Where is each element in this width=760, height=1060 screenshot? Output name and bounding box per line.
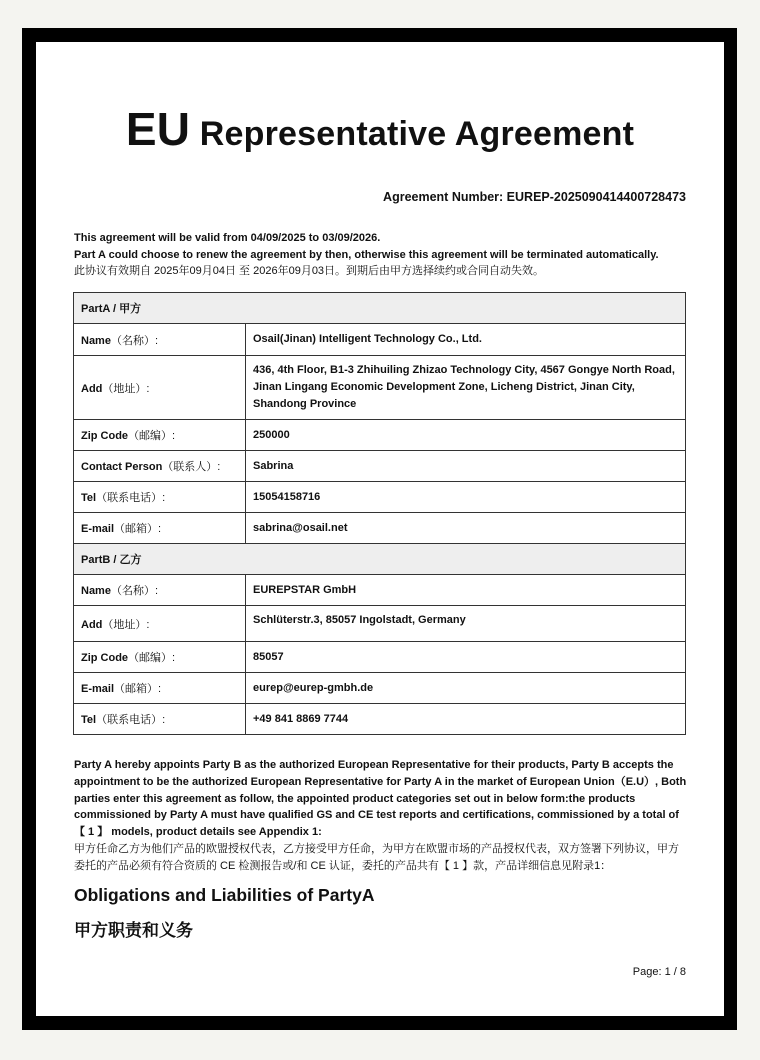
table-row — [74, 606, 686, 642]
table-row — [74, 451, 686, 482]
party-a-zip: 250000 — [246, 420, 686, 451]
table-row — [74, 324, 686, 356]
table-row — [74, 513, 686, 544]
section-heading-en: Obligations and Liabilities of PartyA — [74, 885, 375, 905]
party-b-zip: 85057 — [246, 642, 686, 673]
validity-block — [74, 230, 694, 280]
field-label: E-mail（邮箱）: — [74, 513, 246, 544]
party-a-tel: 15054158716 — [246, 482, 686, 513]
field-label: Tel（联系电话）: — [74, 482, 246, 513]
party-b-header: PartB / 乙方 — [74, 544, 686, 575]
appointment-text-cn: 甲方任命乙方为他们产品的欧盟授权代表，乙方接受甲方任命，为甲方在欧盟市场的产品授权代表，双方签署下列协议，甲方委托的产品必须有符合资质的 CE 检测报告或/和 CE 认证，委托的产品共有【 1 】款，产品详细信息见附录1： — [74, 842, 679, 872]
table-row — [74, 642, 686, 673]
party-a-address: 436, 4th Floor, B1-3 Zhihuiling Zhizao Technology City, 4567 Gongye North Road, Jinan Lingang Economic Development Zone, Licheng District, Jinan City, Shandong Province — [246, 356, 686, 420]
party-a-email: sabrina@osail.net — [246, 513, 686, 544]
table-row — [74, 482, 686, 513]
renewal-line-en: Part A could choose to renew the agreement by then, otherwise this agreement will be terminated automatically. — [74, 248, 659, 261]
table-row — [74, 575, 686, 606]
party-a-header: PartA / 甲方 — [74, 293, 686, 324]
field-label: Name（名称）: — [74, 575, 246, 606]
field-label: E-mail（邮箱）: — [74, 673, 246, 704]
field-label: Zip Code（邮编）: — [74, 642, 246, 673]
title-rest: Representative Agreement — [199, 115, 635, 153]
field-label: Name（名称）: — [74, 324, 246, 356]
table-row — [74, 704, 686, 735]
party-a-name: Osail(Jinan) Intelligent Technology Co., Ltd. — [246, 324, 686, 356]
validity-line-cn: 此协议有效期自 2025年09月04日 至 2026年09月03日。到期后由甲方选择续约或合同自动失效。 — [74, 265, 545, 277]
page-number: Page: 1 / 8 — [632, 966, 686, 978]
appointment-text-en: Party A hereby appoints Party B as the authorized European Representative for their products, Party B accepts the appointment to be the authorized European Representative for Party A in the market of European Union（E.U）, Both parties enter this agreement as follow, the appointed product categories set out in below form:the products commissioned by Party A must have qualified GS and CE test reports and certifications, commissioned by a total of【 1 】 models, product details see Appendix 1: — [74, 759, 687, 839]
field-label: Zip Code（邮编）: — [74, 420, 246, 451]
party-b-name: EUREPSTAR GmbH — [246, 575, 686, 606]
party-a-header-row — [74, 293, 686, 324]
party-b-email: eurep@eurep-gmbh.de — [246, 673, 686, 704]
field-label: Contact Person（联系人）: — [74, 451, 246, 482]
document-page — [36, 42, 724, 1016]
title-prefix: EU — [125, 103, 191, 155]
validity-line-en: This agreement will be valid from 04/09/2025 to 03/09/2026. — [74, 232, 381, 244]
party-a-contact: Sabrina — [246, 451, 686, 482]
field-label: Tel（联系电话）: — [74, 704, 246, 735]
appointment-clause — [74, 757, 688, 875]
table-row — [74, 673, 686, 704]
table-row — [74, 356, 686, 420]
party-b-address: Schlüterstr.3, 85057 Ingolstadt, Germany — [246, 606, 686, 642]
agreement-number: Agreement Number: EUREP-2025090414400728473 — [383, 190, 686, 204]
field-label: Add（地址）: — [74, 606, 246, 642]
field-label: Add（地址）: — [74, 356, 246, 420]
parties-table — [73, 292, 686, 735]
party-b-header-row — [74, 544, 686, 575]
document-title — [36, 102, 724, 156]
party-b-tel: +49 841 8869 7744 — [246, 704, 686, 735]
section-heading-cn: 甲方职责和义务 — [74, 921, 193, 940]
table-row — [74, 420, 686, 451]
